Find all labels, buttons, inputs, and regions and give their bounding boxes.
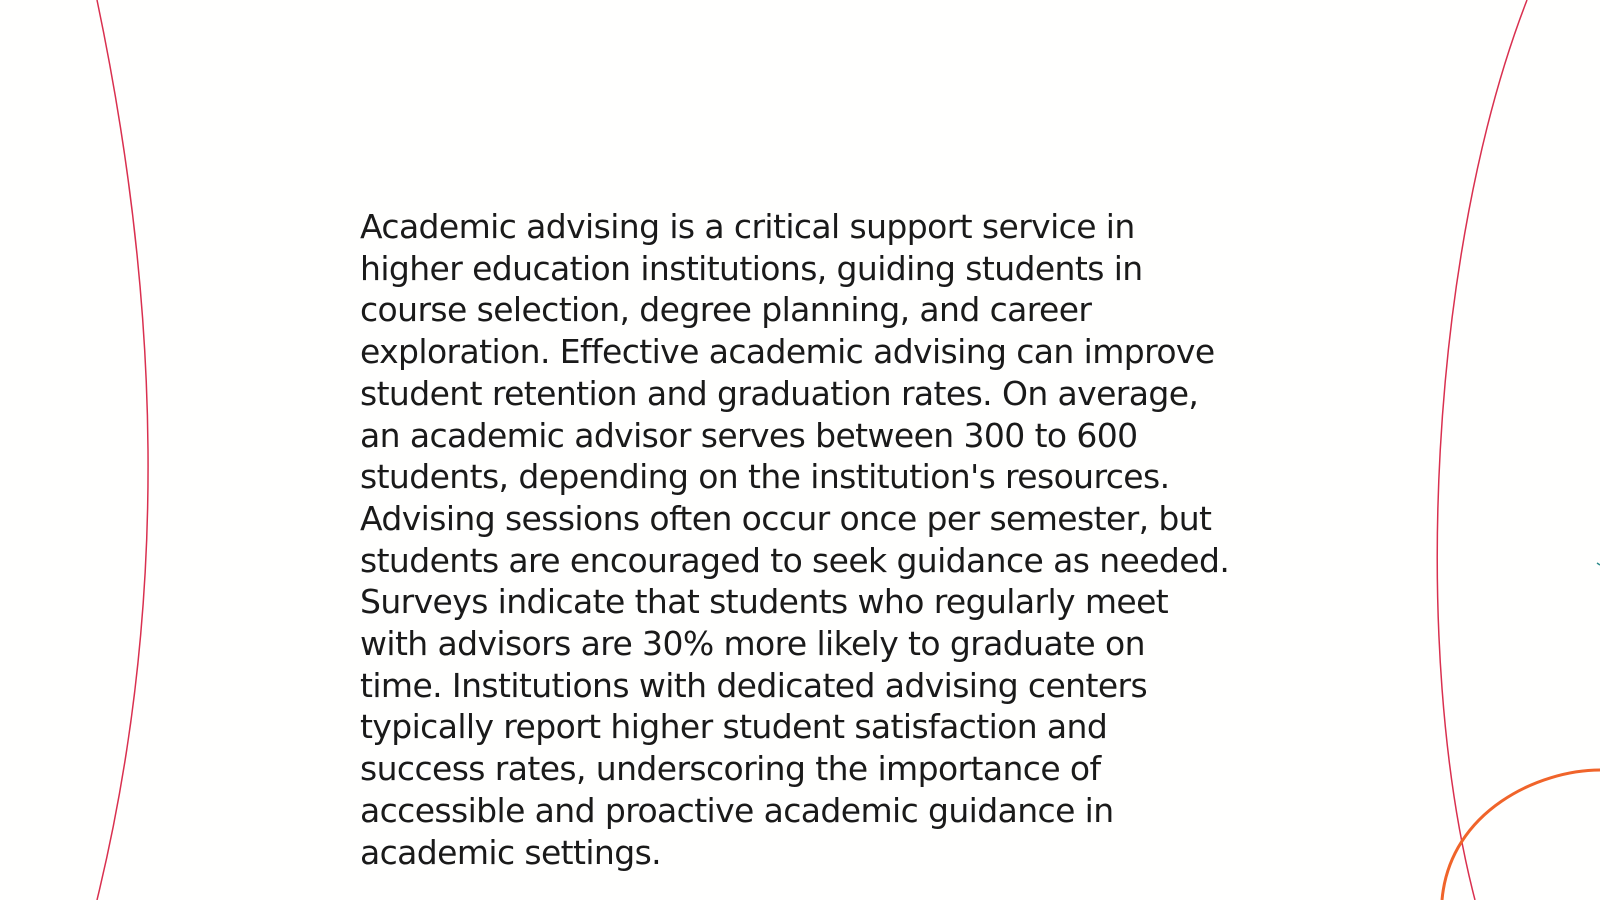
right-curve-line [1437, 0, 1527, 900]
left-curve-line [97, 0, 148, 900]
orange-arc [1442, 770, 1600, 900]
body-paragraph: Academic advising is a critical support service in higher education institutions, guiding students in course selection, degree planning, and career exploration. Effective academic advising can improve student retention and graduation rates. On average, an academic advisor serves between 300 to 600 students, depending on the institution's resources. Advising sessions often occur once per semester, but students are encouraged to seek guidance as needed. Surveys indicate that students who regularly meet with advisors are 30% more likely to graduate on time. Institutions with dedicated advising centers typically report higher student satisfaction and success rates, underscoring the importance of accessible and proactive academic guidance in academic settings. [360, 207, 1230, 872]
